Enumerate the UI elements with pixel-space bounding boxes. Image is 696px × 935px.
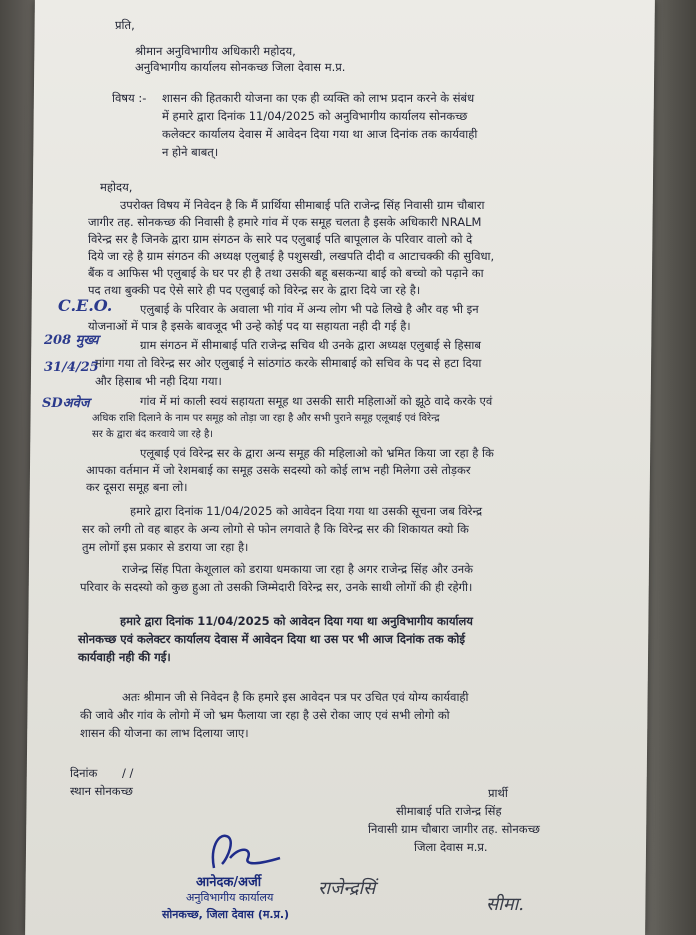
body-line: बैंक व आफिस भी एलुबाई के घर पर ही है तथा उसकी बहू बसकन्या बाई को बच्चो को पढ़ाने का: [88, 266, 484, 280]
sender-district: जिला देवास म.प्र.: [414, 840, 488, 854]
handwritten-ceo: C.E.O.: [58, 296, 113, 315]
body-line: शासन की योजना का लाभ दिलाया जाए।: [80, 726, 249, 740]
sender-name: सीमाबाई पति राजेन्द्र सिंह: [396, 804, 502, 818]
stamp-line-1: आनेदक/अर्जी: [196, 875, 262, 890]
date-value: / /: [122, 766, 134, 780]
body-line: की जावे और गांव के लोगो में जो भ्रम फैलाया जा रहा है उसे रोका जाए एवं सभी लोगो को: [80, 708, 450, 722]
signature-rajendra: राजेन्द्रसिं: [318, 878, 376, 899]
place-label: स्थान सोनकच्छ: [70, 784, 133, 798]
body-line: कार्यवाही नही की गई।: [78, 650, 171, 664]
handwritten-note: 208 मुख्य: [44, 333, 99, 348]
body-line: पद तथा बुक्की पद ऐसे सारे ही पद एलुबाई को विरेन्द्र सर के द्वारा दिये जा रहे है।: [88, 283, 421, 297]
sender-address: निवासी ग्राम चौबारा जागीर तह. सोनकच्छ: [368, 822, 540, 836]
body-line: गांव में मां काली स्वयं सहायता समूह था उसकी सारी महिलाओं को झूठे वादे करके एवं: [140, 394, 493, 408]
body-line: योजनाओं में पात्र है इसके बावजूद भी उन्हे कोई पद या सहायता नही दी गई है।: [88, 319, 411, 333]
subject-line: कलेक्टर कार्यालय देवास में आवेदन दिया गया था आज दिनांक तक कार्यवाही: [162, 127, 478, 141]
body-line: और हिसाब भी नही दिया गया।: [95, 374, 222, 388]
subject-label: विषय :-: [112, 91, 147, 105]
body-line: अतः श्रीमान जी से निवेदन है कि हमारे इस आवेदन पत्र पर उचित एवं योग्य कार्यवाही: [122, 690, 469, 704]
body-line: परिवार के सदस्यो को कुछ हुआ तो उसकी जिम्मेदारी विरेन्द्र सर, उनके साथी लोगों की ही रहेगी।: [80, 580, 473, 594]
initials-scribble: [200, 828, 290, 878]
sender-title: प्रार्थी: [488, 786, 508, 800]
body-line: मांगा गया तो विरेन्द्र सर ओर एलुबाई ने सांठगांठ करके सीमाबाई को सचिव के पद से हटा दिया: [95, 356, 482, 370]
body-line: दिये जा रहे है ग्राम संगठन की अध्यक्ष एलुबाई है पशुसखी, लखपति दीदी व आटाचक्की की सुविधा,: [88, 249, 495, 263]
body-line: राजेन्द्र सिंह पिता केशूलाल को डराया धमकाया जा रहा है अगर राजेन्द्र सिंह और उनके: [122, 562, 473, 576]
body-line: विरेन्द्र सर है जिनके द्वारा ग्राम संगठन के सारे पद एलुबाई पति बापूलाल के परिवार वालो को दे: [88, 232, 473, 246]
body-line: जागीर तह. सोनकच्छ की निवासी है हमारे गांव में एक समूह चलता है इसके अधिकारी NRALM: [88, 215, 482, 229]
subject-line: शासन की हितकारी योजना का एक ही व्यक्ति को लाभ प्रदान करने के संबंध: [162, 91, 475, 105]
salutation: महोदय,: [100, 180, 133, 194]
body-line: कर दूसरा समूह बना लो।: [86, 480, 188, 494]
body-line: आपका वर्तमान में जो रेशमबाई का समूह उसके सदस्यो को कोई लाभ नही मिलेगा उसे तोड़कर: [86, 463, 471, 477]
addressee-line-1: श्रीमान अनुविभागीय अधिकारी महोदय,: [135, 44, 296, 58]
body-line: एलूबाई एवं विरेन्द्र सर के द्वारा अन्य समूह की महिलाओ को भ्रमित किया जा रहा है कि: [140, 446, 494, 460]
subject-line: में हमारे द्वारा दिनांक 11/04/2025 को अनुविभागीय कार्यालय सोनकच्छ: [162, 109, 468, 123]
body-line: तुम लोगों इस प्रकार से डराया जा रहा है।: [82, 540, 249, 554]
prati: प्रति,: [115, 18, 135, 32]
subject-line: न होने बाबत्।: [162, 145, 219, 159]
body-line: ग्राम संगठन में सीमाबाई पति राजेन्द्र सचिव थी उनके द्वारा अध्यक्ष एलुबाई से हिसाब: [140, 338, 481, 352]
body-line: सोनकच्छ एवं कलेक्टर कार्यालय देवास में आवेदन दिया था उस पर भी आज दिनांक तक कोई: [78, 632, 465, 646]
body-line: सर के द्वारा बंद करवाये जा रहे है।: [92, 429, 214, 440]
body-line: हमारे द्वारा दिनांक 11/04/2025 को आवेदन दिया गया था उसकी सूचना जब विरेन्द्र: [130, 504, 483, 518]
signature-seema: सीमा.: [486, 894, 524, 915]
handwritten-note: SDअवेज: [42, 396, 90, 411]
body-line: सर को लगी तो वह बाहर के अन्य लोगो से फोन लगवाते है कि विरेन्द्र सर की शिकायत क्यो कि: [82, 522, 469, 536]
body-line: हमारे द्वारा दिनांक 11/04/2025 को आवेदन दिया गया था अनुविभागीय कार्यालय: [120, 614, 473, 628]
addressee-line-2: अनुविभागीय कार्यालय सोनकच्छ जिला देवास म.प्र.: [135, 60, 346, 74]
body-line: अधिक राशि दिलाने के नाम पर समूह को तोड़ा जा रहा है और सभी पुराने समूह एलूबाई एवं विरेन्द्र: [92, 413, 440, 424]
date-label: दिनांक: [70, 766, 98, 780]
handwritten-note: 31/4/25: [44, 360, 99, 375]
body-line: उपरोक्त विषय में निवेदन है कि मैं प्रार्थिया सीमाबाई पति राजेन्द्र सिंह निवासी ग्राम चौबारा: [120, 198, 485, 212]
stamp-line-3: सोनकच्छ, जिला देवास (म.प्र.): [162, 908, 290, 921]
stamp-line-2: अनुविभागीय कार्यालय: [186, 891, 274, 904]
body-line: एलुबाई के परिवार के अवाला भी गांव में अन्य लोग भी पढे लिखे है और वह भी इन: [140, 302, 479, 316]
